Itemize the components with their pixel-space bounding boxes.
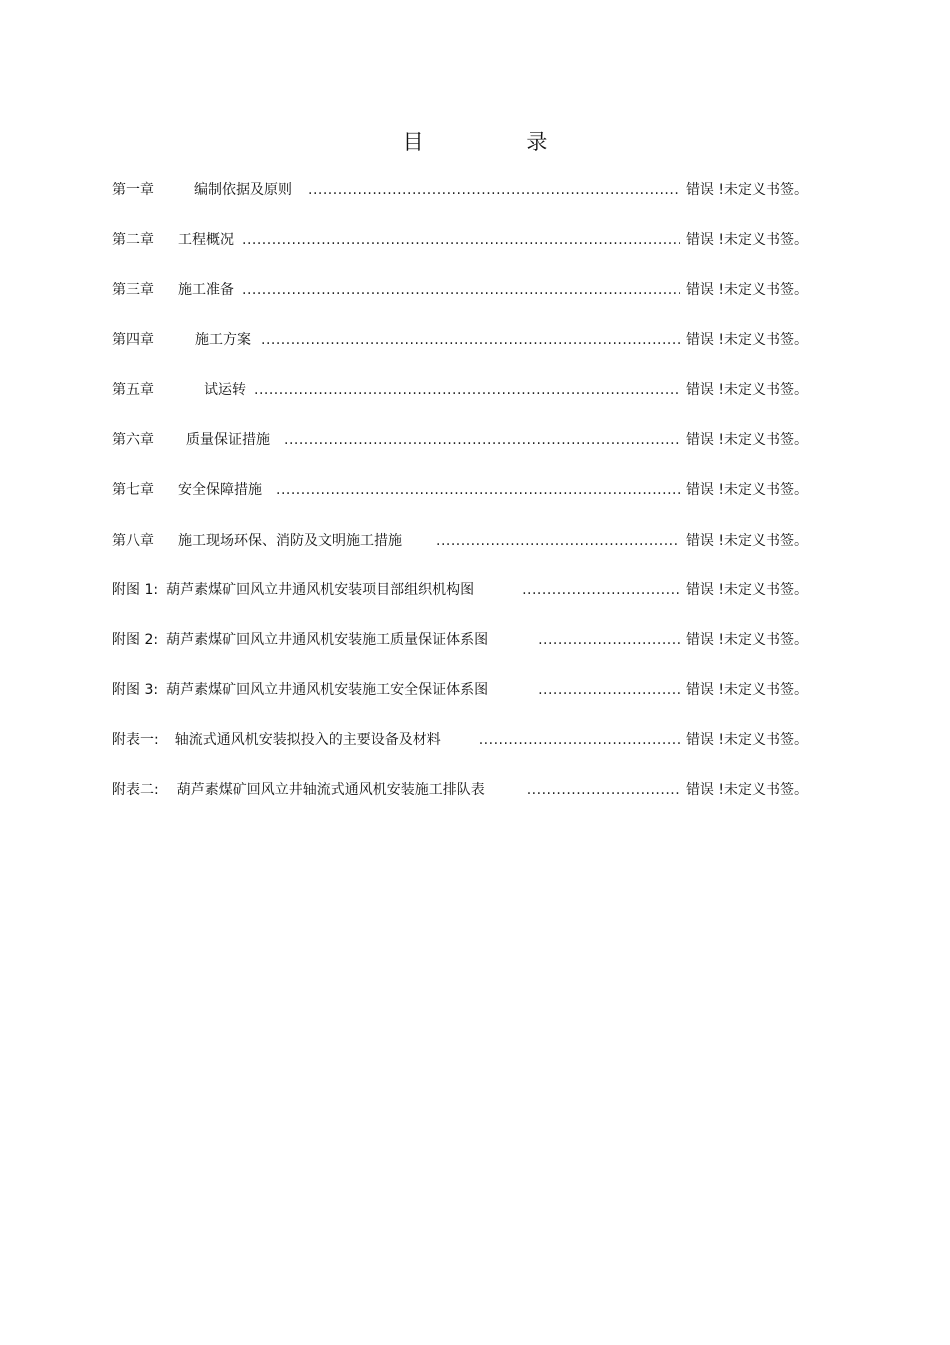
toc-entry[interactable]: [112, 678, 808, 702]
toc-leader-dots: [284, 428, 680, 452]
toc-leader-dots: [276, 478, 680, 502]
toc-chapter: 附图 2:: [112, 632, 159, 648]
toc-page-ref: 错误 !未定义书签。: [685, 782, 808, 798]
toc-leader-dots: [254, 378, 680, 402]
toc-leader-dots: [308, 178, 680, 202]
toc-entry[interactable]: [112, 529, 808, 553]
toc-chapter: 第五章: [112, 382, 154, 398]
toc-heading: 葫芦素煤矿回风立井轴流式通风机安装施工排队表: [176, 782, 485, 798]
toc-leader-dots: [538, 628, 680, 652]
toc-entry[interactable]: [112, 328, 808, 352]
toc-entry[interactable]: [112, 278, 808, 302]
toc-page-ref: 错误 !未定义书签。: [685, 282, 808, 298]
toc-heading: 葫芦素煤矿回风立井通风机安装施工质量保证体系图: [166, 632, 489, 648]
toc-page-ref: 错误 !未定义书签。: [685, 632, 808, 648]
toc-entry[interactable]: [112, 178, 808, 202]
toc-chapter: 附表二:: [112, 782, 159, 798]
toc-chapter: 第四章: [112, 332, 154, 348]
toc-chapter: 第二章: [112, 232, 154, 248]
toc-leader-dots: [436, 529, 680, 553]
toc-leader-dots: [261, 328, 680, 352]
toc-leader-dots: [527, 778, 680, 802]
toc-heading: 安全保障措施: [178, 482, 262, 498]
toc-entry[interactable]: [112, 428, 808, 452]
toc-leader-dots: [522, 578, 680, 602]
toc-page-ref: 错误 !未定义书签。: [685, 232, 808, 248]
toc-chapter: 第六章: [112, 432, 154, 448]
toc-entry[interactable]: [112, 228, 808, 252]
toc-leader-dots: [479, 728, 680, 752]
toc-entry[interactable]: [112, 778, 808, 802]
toc-page-ref: 错误 !未定义书签。: [685, 332, 808, 348]
toc-heading: 施工方案: [195, 332, 251, 348]
toc-page-ref: 错误 !未定义书签。: [685, 582, 808, 598]
toc-chapter: 附表一:: [112, 732, 159, 748]
toc-page-ref: 错误 !未定义书签。: [685, 533, 808, 549]
toc-chapter: 第三章: [112, 282, 154, 298]
toc-title: 目 录: [402, 130, 596, 154]
toc-heading: 施工准备: [178, 282, 234, 298]
toc-entry[interactable]: [112, 628, 808, 652]
toc-entry[interactable]: [112, 728, 808, 752]
toc-leader-dots: [538, 678, 680, 702]
toc-heading: 质量保证措施: [186, 432, 270, 448]
toc-chapter: 附图 1:: [112, 582, 159, 598]
toc-page-ref: 错误 !未定义书签。: [685, 732, 808, 748]
toc-heading: 轴流式通风机安装拟投入的主要设备及材料: [174, 732, 441, 748]
toc-chapter: 第八章: [112, 533, 154, 549]
toc-chapter: 第七章: [112, 482, 154, 498]
toc-page-ref: 错误 !未定义书签。: [685, 382, 808, 398]
toc-heading: 葫芦素煤矿回风立井通风机安装项目部组织机构图: [166, 582, 475, 598]
toc-chapter: 第一章: [112, 182, 154, 198]
toc-heading: 施工现场环保、消防及文明施工措施: [178, 533, 402, 549]
toc-heading: 葫芦素煤矿回风立井通风机安装施工安全保证体系图: [166, 682, 489, 698]
toc-entry[interactable]: [112, 478, 808, 502]
toc-page-ref: 错误 !未定义书签。: [685, 182, 808, 198]
toc-heading: 试运转: [204, 382, 246, 398]
toc-leader-dots: [242, 278, 680, 302]
toc-heading: 编制依据及原则: [194, 182, 292, 198]
toc-leader-dots: [242, 228, 680, 252]
toc-chapter: 附图 3:: [112, 682, 159, 698]
toc-page-ref: 错误 !未定义书签。: [685, 432, 808, 448]
toc-entry[interactable]: [112, 578, 808, 602]
toc-heading: 工程概况: [178, 232, 234, 248]
toc-page-ref: 错误 !未定义书签。: [685, 682, 808, 698]
toc-entry[interactable]: [112, 378, 808, 402]
toc-page-ref: 错误 !未定义书签。: [685, 482, 808, 498]
